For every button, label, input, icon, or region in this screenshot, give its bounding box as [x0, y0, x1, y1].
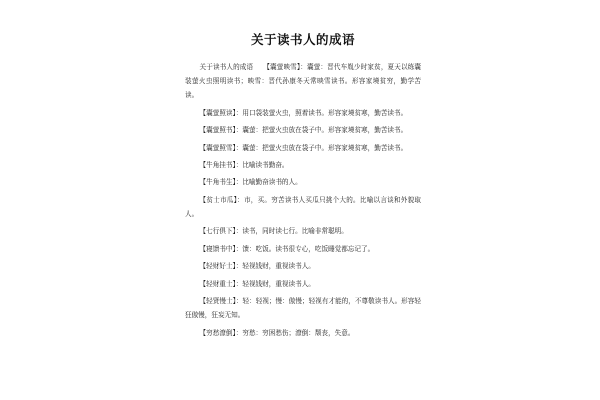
- document-title: 关于读书人的成语: [250, 32, 355, 47]
- idiom-term: 【囊萤照雪】: [199, 143, 236, 152]
- document-page: [185, 32, 421, 343]
- idiom-term: 【七行俱下】: [199, 227, 236, 236]
- idiom-term: 【贫士市瓜】: [199, 195, 238, 204]
- idiom-definition: ：穷愁：穷困愁伤；潦倒：颓丧，失意。: [235, 328, 355, 337]
- paragraph-idiom: [185, 259, 421, 273]
- idiom-term: 【寝馈书中】: [199, 244, 236, 253]
- idiom-term: 【囊萤照书】: [199, 126, 236, 135]
- idiom-term: 【囊萤照读】: [199, 108, 236, 117]
- paragraph-idiom: [185, 242, 421, 256]
- paragraph-idiom: [185, 193, 421, 221]
- idiom-definition: ：轻视钱财，重视读书人。: [235, 279, 315, 288]
- paragraph-idiom: [185, 224, 421, 238]
- idiom-definition: ：用口袋装萤火虫，照着读书。形容家境贫寒，勤苦读书。: [235, 108, 408, 117]
- idiom-definition: ：馈：吃饭。读书很专心，吃饭睡觉都忘记了。: [235, 244, 375, 253]
- idiom-term: 【穷愁潦倒】: [199, 328, 236, 337]
- idiom-term: 【牛角挂书】: [199, 160, 236, 169]
- idiom-definition: ：囊萤：把萤火虫放在袋子中。形容家境贫寒，勤苦读书。: [235, 143, 408, 152]
- idiom-term: 【牛角书生】: [199, 178, 236, 187]
- paragraph-intro: [185, 60, 421, 103]
- idiom-term: 【轻财重士】: [199, 279, 236, 288]
- idiom-definition: ：比喻勤奋读书的人。: [235, 178, 302, 187]
- idiom-definition: ：比喻读书勤奋。: [235, 160, 289, 169]
- paragraph-idiom: [185, 326, 421, 340]
- paragraph-idiom: [185, 277, 421, 291]
- idiom-definition: ：囊萤：把萤火虫放在袋子中。形容家境贫寒，勤苦读书。: [235, 126, 408, 135]
- paragraph-idiom: [185, 158, 421, 172]
- paragraph-idiom: [185, 294, 421, 322]
- idiom-term: 【轻财好士】: [199, 262, 236, 271]
- idiom-definition: 关于读书人的成语 【囊萤映雪】：囊萤：晋代车胤少时家贫，夏天以练囊装萤火虫照明读书；映雪：晋代孙康冬天常映雪读书。形容家境贫穷，勤学苦读。: [185, 63, 421, 100]
- idiom-definition: ：轻：轻视；慢：傲慢；轻视有才能的，不尊敬读书人。形容轻狂傲慢，狂妄无知。: [185, 296, 422, 320]
- idiom-definition: ：市，买。穷苦读书人买瓜只挑个大的。比喻以言谈和外貌取人。: [185, 195, 422, 218]
- paragraph-idiom: [185, 123, 421, 137]
- paragraph-idiom: [185, 175, 421, 189]
- idiom-term: 【轻贤慢士】: [199, 296, 236, 305]
- idiom-definition: ：读书，同时读七行。比喻非常聪明。: [235, 227, 348, 236]
- idiom-definition: ：轻视钱财，重视读书人。: [235, 262, 315, 271]
- paragraph-idiom: [185, 106, 421, 120]
- paragraph-idiom: [185, 141, 421, 155]
